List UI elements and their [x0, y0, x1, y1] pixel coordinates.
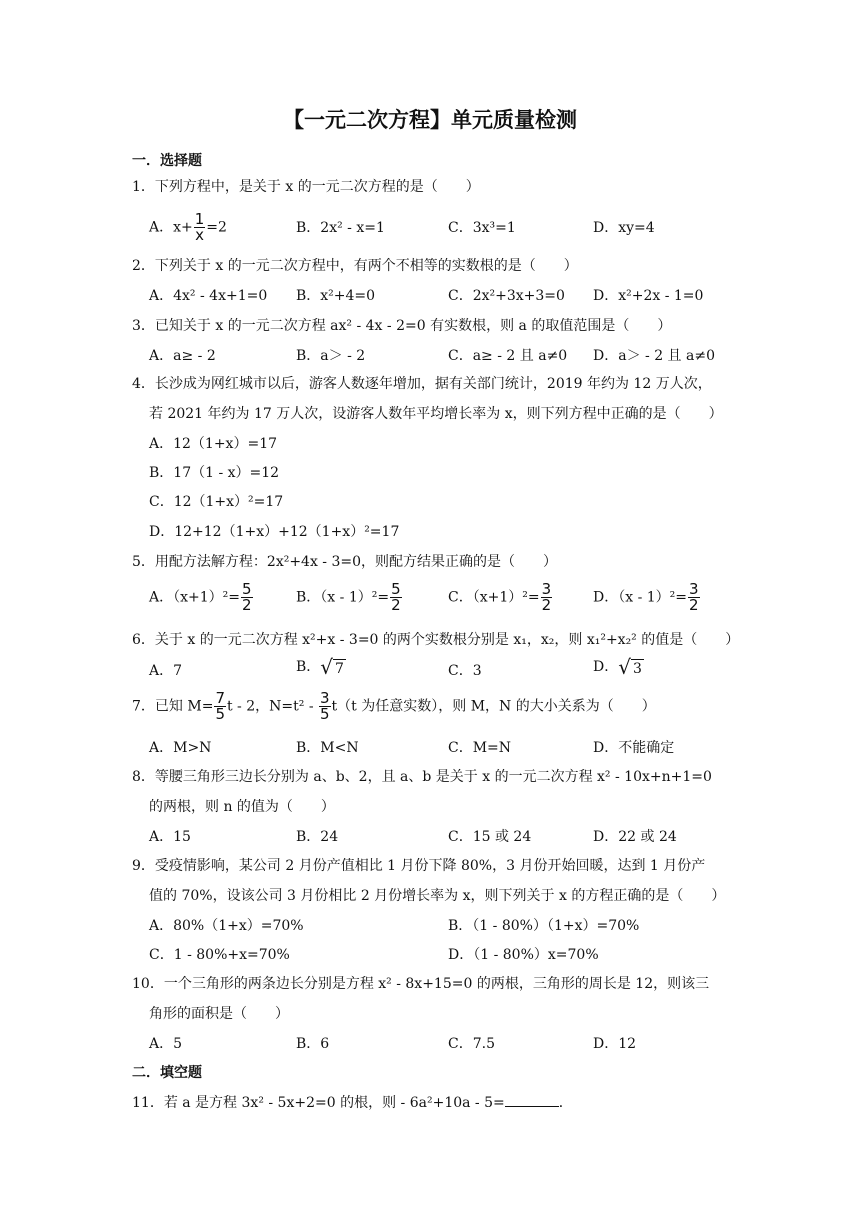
q2-option-c: C．2x²+3x+3=0 — [448, 288, 565, 304]
q5-option-d: D．（x - 1）²= $\frac{3}{2}$ — [593, 580, 699, 614]
q9-option-b: B．（1 - 80%）（1+x）=70% — [448, 918, 640, 934]
section-heading-fill: 二．填空题 — [132, 1065, 202, 1081]
q6-option-d: D． √ 3 — [593, 654, 642, 679]
q1-option-c: C．3x³=1 — [448, 220, 516, 236]
q2-option-d: D．x²+2x - 1=0 — [593, 288, 704, 304]
q8-option-a: A．15 — [149, 829, 191, 845]
question-7: 7．已知 M= $\frac{7}{5}$ t - 2，N=t² - $\frac{3}{5}$ t（t 为任意实数），则 M，N 的大小关系为（ ） — [132, 689, 656, 723]
q1-option-b: B．2x² - x=1 — [296, 220, 385, 236]
question-4-line-2: 若 2021 年约为 17 万人次，设游客人数年平均增长率为 x，则下列方程中正确的是（ ） — [149, 406, 723, 422]
q5-option-a: A．（x+1）²= $\frac{5}{2}$ — [149, 580, 252, 614]
q2-option-a: A．4x² - 4x+1=0 — [149, 288, 268, 304]
question-2: 2．下列关于 x 的一元二次方程中，有两个不相等的实数根的是（ ） — [132, 258, 578, 274]
question-10-line-2: 角形的面积是（ ） — [149, 1006, 289, 1022]
q7-option-a: A．M>N — [149, 740, 212, 756]
fraction: $\frac{7}{5}$ — [215, 689, 225, 723]
question-8-line-2: 的两根，则 n 的值为（ ） — [149, 799, 335, 815]
square-root: √ 7 — [320, 654, 344, 679]
question-4-line-1: 4．长沙成为网红城市以后，游客人数逐年增加，据有关部门统计，2019 年约为 12 万人次， — [132, 376, 712, 392]
q5-option-b: B．（x - 1）²= $\frac{5}{2}$ — [296, 580, 401, 614]
q1-option-d: D．xy=4 — [593, 220, 655, 236]
question-3: 3．已知关于 x 的一元二次方程 ax² - 4x - 2=0 有实数根，则 a 的取值范围是（ ） — [132, 318, 672, 334]
question-10-line-1: 10．一个三角形的两条边长分别是方程 x² - 8x+15=0 的两根，三角形的周长是 12，则该三 — [132, 976, 710, 992]
q3-option-a: A．a≥ - 2 — [149, 348, 216, 364]
fraction: $\frac{5}{2}$ — [242, 580, 252, 614]
fraction: $\frac{3}{2}$ — [541, 580, 552, 614]
q4-option-d: D．12+12（1+x）+12（1+x）²=17 — [149, 524, 400, 540]
q2-option-b: B．x²+4=0 — [296, 288, 376, 304]
q10-option-c: C．7.5 — [448, 1036, 495, 1052]
question-5: 5．用配方法解方程：2x²+4x - 3=0，则配方结果正确的是（ ） — [132, 554, 558, 570]
q3-option-b: B．a＞ - 2 — [296, 348, 366, 364]
q10-option-b: B．6 — [296, 1036, 330, 1052]
q7-option-c: C．M=N — [448, 740, 512, 756]
q6-option-a: A．7 — [149, 663, 183, 679]
q4-option-a: A．12（1+x）=17 — [149, 436, 278, 452]
section-heading-choice: 一．选择题 — [132, 153, 202, 169]
q5-option-c: C．（x+1）²= $\frac{3}{2}$ — [448, 580, 552, 614]
question-1: 1．下列方程中，是关于 x 的一元二次方程的是（ ） — [132, 179, 480, 195]
q1-option-a: A．x+ $\frac{1}{x}$ =2 — [149, 210, 227, 244]
q10-option-a: A．5 — [149, 1036, 183, 1052]
fraction: $\frac{3}{5}$ — [320, 689, 330, 723]
question-6: 6．关于 x 的一元二次方程 x²+x - 3=0 的两个实数根分别是 x₁，x₂，则 x₁²+x₂² 的值是（ ） — [132, 632, 740, 648]
q4-option-c: C．12（1+x）²=17 — [149, 494, 284, 510]
question-9-line-1: 9．受疫情影响，某公司 2 月份产值相比 1 月份下降 80%，3 月份开始回暖，达到 1 月份产 — [132, 858, 706, 874]
page-title: 【一元二次方程】单元质量检测 — [283, 108, 577, 132]
question-8-line-1: 8．等腰三角形三边长分别为 a、b、2，且 a、b 是关于 x 的一元二次方程 x² - 10x+n+1=0 — [132, 769, 712, 785]
q6-option-c: C．3 — [448, 663, 482, 679]
q4-option-b: B．17（1 - x）=12 — [149, 465, 280, 481]
q7-option-b: B．M<N — [296, 740, 359, 756]
answer-blank — [505, 1094, 559, 1107]
q9-option-d: D．（1 - 80%）x=70% — [448, 947, 599, 963]
fraction: $\frac{1}{x}$ — [194, 210, 205, 244]
q8-option-b: B．24 — [296, 829, 339, 845]
q9-option-a: A．80%（1+x）=70% — [149, 918, 304, 934]
q8-option-c: C．15 或 24 — [448, 829, 532, 845]
q9-option-c: C．1 - 80%+x=70% — [149, 947, 290, 963]
q3-option-d: D．a＞ - 2 且 a≠0 — [593, 348, 715, 364]
question-11: 11．若 a 是方程 3x² - 5x+2=0 的根，则 - 6a²+10a - 5= ． — [132, 1095, 573, 1111]
q8-option-d: D．22 或 24 — [593, 829, 677, 845]
q7-option-d: D．不能确定 — [593, 740, 675, 756]
fraction: $\frac{3}{2}$ — [689, 580, 699, 614]
q6-option-b: B． √ 7 — [296, 654, 344, 679]
fraction: $\frac{5}{2}$ — [391, 580, 401, 614]
q3-option-c: C．a≥ - 2 且 a≠0 — [448, 348, 568, 364]
q10-option-d: D．12 — [593, 1036, 637, 1052]
square-root: √ 3 — [618, 654, 642, 679]
question-9-line-2: 值的 70%，设该公司 3 月份相比 2 月份增长率为 x，则下列关于 x 的方程正确的是（ ） — [149, 888, 726, 904]
